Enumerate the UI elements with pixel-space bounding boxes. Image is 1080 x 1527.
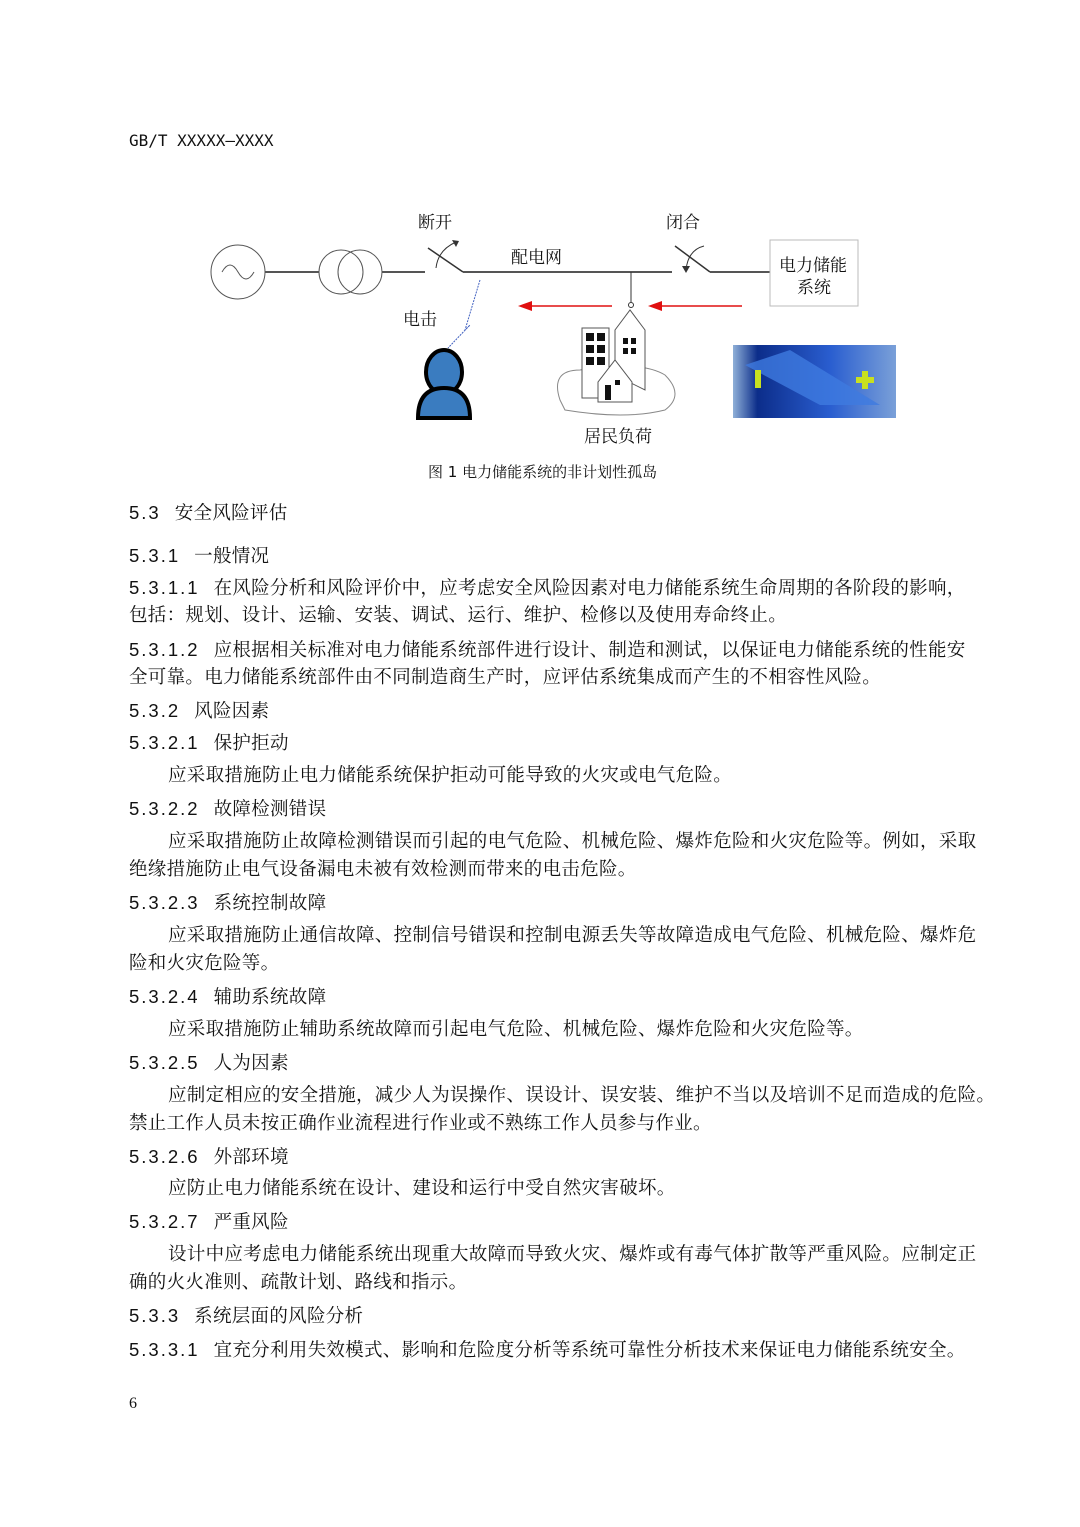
- paragraph-text: 应采取措施防止辅助系统故障而引起电气危险、机械危险、爆炸危险和火灾危险等。: [168, 1019, 864, 1040]
- section-title: 保护拒动: [213, 733, 289, 754]
- section-title: 宜充分利用失效模式、影响和危险度分析等系统可靠性分析技术来保证电力储能系统安全。: [213, 1340, 966, 1361]
- power-flow-arrow: [648, 301, 742, 311]
- section-number: 5.3.3: [129, 1305, 181, 1326]
- section-number: 5.3.2.1: [129, 732, 200, 753]
- paragraph-line: [129, 1112, 712, 1136]
- section-title: 应根据相关标准对电力储能系统部件进行设计、制造和测试，以保证电力储能系统的性能安: [213, 640, 966, 661]
- paragraph-text: 应防止电力储能系统在设计、建设和运行中受自然灾害破坏。: [168, 1178, 676, 1199]
- section-heading-line: [129, 544, 269, 569]
- paragraph-line: [129, 858, 637, 882]
- section-title: 严重风险: [213, 1212, 289, 1233]
- islanding-diagram: [0, 0, 1080, 460]
- section-title: 辅助系统故障: [213, 987, 327, 1008]
- transformer-icon: [319, 250, 382, 294]
- shock-label: 电击: [403, 310, 437, 330]
- paragraph-line: [168, 924, 976, 948]
- ac-source-icon: [211, 245, 265, 299]
- paragraph-line: [168, 1018, 864, 1042]
- paragraph-line: [129, 666, 881, 690]
- section-title: 风险因素: [194, 701, 270, 722]
- section-number: 5.3.2.5: [129, 1052, 200, 1073]
- section-heading-line: [129, 731, 289, 756]
- page-number: 6: [129, 1395, 137, 1412]
- paragraph-line: [129, 1271, 467, 1295]
- section-heading-line: [129, 1210, 289, 1235]
- paragraph-text: 确的火火准则、疏散计划、路线和指示。: [129, 1272, 468, 1293]
- section-number: 5.3.2.7: [129, 1211, 200, 1232]
- paragraph-line: [168, 1084, 995, 1108]
- section-number: 5.3.1.1: [129, 577, 200, 598]
- power-flow-arrow: [518, 301, 612, 311]
- section-heading-line: [129, 699, 269, 724]
- section-number: 5.3.1.2: [129, 639, 200, 660]
- section-number: 5.3.2.3: [129, 892, 200, 913]
- section-title: 系统控制故障: [213, 893, 327, 914]
- section-number: 5.3.2.2: [129, 798, 200, 819]
- section-title: 人为因素: [213, 1053, 289, 1074]
- residential-load-label: 居民负荷: [584, 427, 652, 447]
- paragraph-text: 应采取措施防止通信故障、控制信号错误和控制电源丢失等故障造成电气危险、机械危险、爆炸危: [168, 925, 977, 946]
- section-title: 外部环境: [213, 1147, 289, 1168]
- paragraph-text: 包括：规划、设计、运输、安装、调试、运行、维护、检修以及使用寿命终止。: [129, 605, 788, 626]
- closed-switch-label: 闭合: [666, 213, 700, 233]
- section-number: 5.3.2.6: [129, 1146, 200, 1167]
- section-heading-line: [129, 797, 326, 822]
- ess-label-line2: 系统: [797, 278, 831, 298]
- section-heading-line: [129, 501, 288, 526]
- grid-label: 配电网: [511, 248, 562, 268]
- paragraph-line: [168, 1177, 676, 1201]
- paragraph-line: [168, 764, 732, 788]
- paragraph-text: 险和火灾危险等。: [129, 953, 280, 974]
- section-heading-line: [129, 1304, 363, 1329]
- paragraph-line: [168, 830, 976, 854]
- paragraph-text: 全可靠。电力储能系统部件由不同制造商生产时，应评估系统集成而产生的不相容性风险。: [129, 667, 882, 688]
- paragraph-text: 设计中应考虑电力储能系统出现重大故障而导致火灾、爆炸或有毒气体扩散等严重风险。应制定正: [168, 1244, 977, 1265]
- paragraph-text: 应采取措施防止电力储能系统保护拒动可能导致的火灾或电气危险。: [168, 765, 733, 786]
- section-number: 5.3.2: [129, 700, 181, 721]
- person-icon: [418, 350, 470, 418]
- section-heading-line: [129, 1338, 966, 1363]
- section-title: 一般情况: [194, 546, 270, 567]
- ess-label-line1: 电力储能: [779, 256, 847, 276]
- section-title: 系统层面的风险分析: [194, 1306, 364, 1327]
- section-number: 5.3.3.1: [129, 1339, 200, 1360]
- paragraph-line: [168, 1243, 976, 1267]
- paragraph-text: 应制定相应的安全措施，减少人为误操作、误设计、误安装、维护不当以及培训不足而造成的危险。: [168, 1085, 996, 1106]
- energy-storage-battery-image: [733, 345, 896, 418]
- closed-switch-icon: [675, 246, 710, 273]
- section-title: 安全风险评估: [174, 503, 288, 524]
- paragraph-text: 应采取措施防止故障检测错误而引起的电气危险、机械危险、爆炸危险和火灾危险等。例如，采取: [168, 831, 977, 852]
- section-title: 故障检测错误: [213, 799, 327, 820]
- lightning-icon: [448, 280, 480, 348]
- paragraph-text: 绝缘措施防止电气设备漏电未被有效检测而带来的电击危险。: [129, 859, 637, 880]
- section-heading-line: [129, 985, 326, 1010]
- standard-header: GB/T XXXXX—XXXX: [129, 131, 274, 150]
- paragraph-line: [129, 604, 787, 628]
- paragraph-line: [129, 952, 279, 976]
- open-switch-label: 断开: [418, 213, 452, 233]
- section-heading-line: [129, 1145, 289, 1170]
- section-heading-line: [129, 638, 966, 663]
- figure-caption: 图 1 电力储能系统的非计划性孤岛: [428, 463, 658, 481]
- section-number: 5.3.2.4: [129, 986, 200, 1007]
- section-number: 5.3: [129, 502, 161, 523]
- section-heading-line: [129, 1051, 289, 1076]
- section-number: 5.3.1: [129, 545, 181, 566]
- open-switch-icon: [428, 240, 463, 272]
- section-heading-line: [129, 576, 966, 601]
- residential-buildings-icon: [558, 310, 676, 415]
- section-title: 在风险分析和风险评价中，应考虑安全风险因素对电力储能系统生命周期的各阶段的影响，: [213, 578, 966, 599]
- section-heading-line: [129, 891, 326, 916]
- paragraph-text: 禁止工作人员未按正确作业流程进行作业或不熟练工作人员参与作业。: [129, 1113, 712, 1134]
